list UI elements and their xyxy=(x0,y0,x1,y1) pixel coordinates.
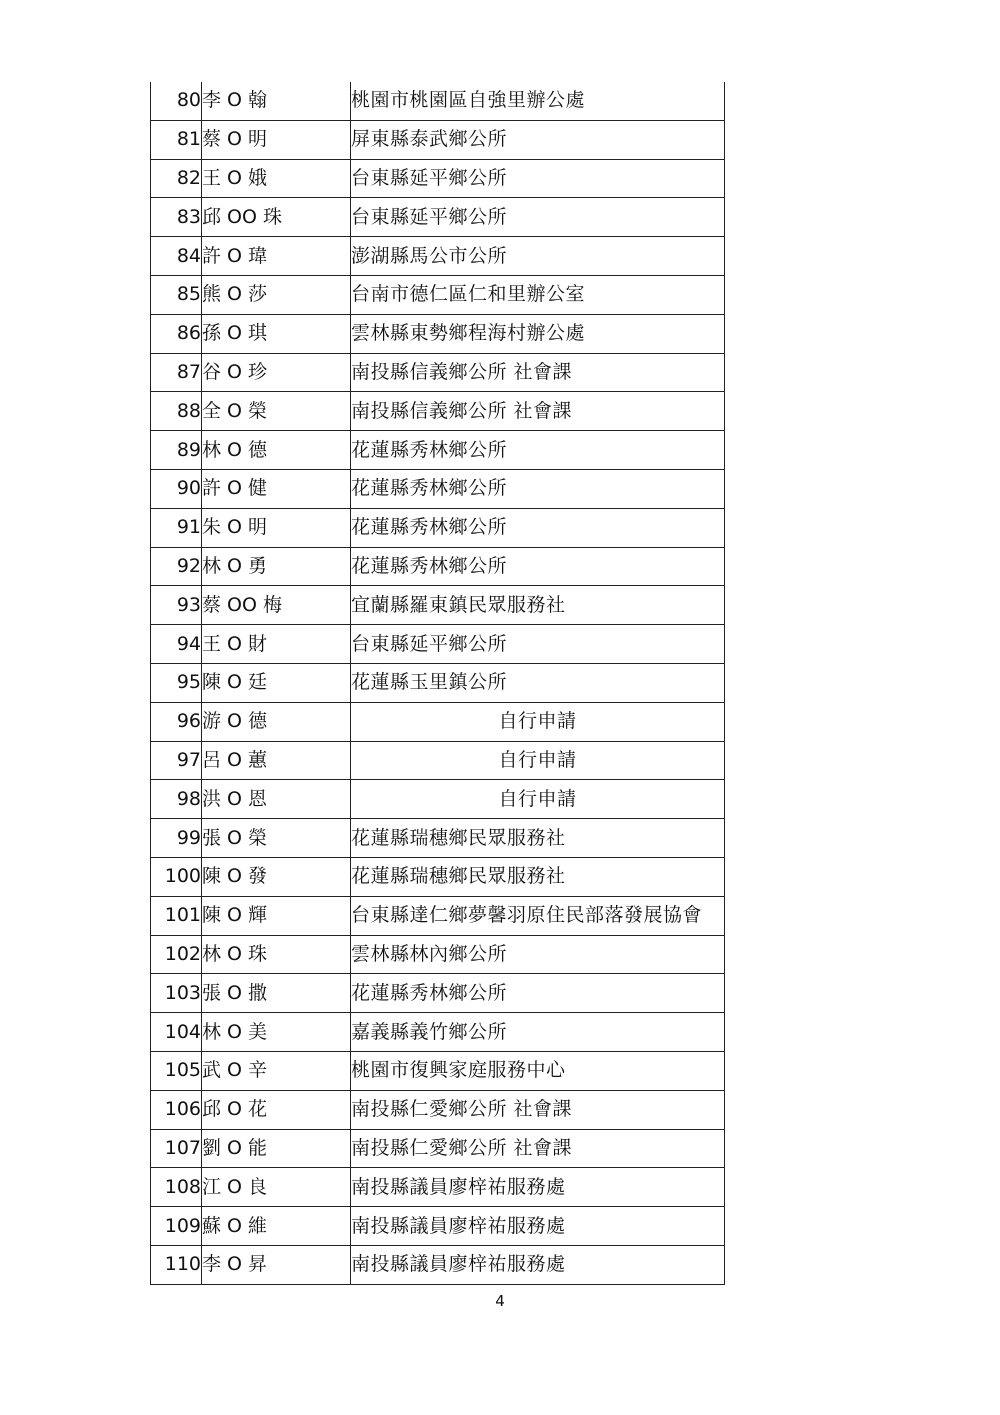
person-name: 蘇 O 維 xyxy=(202,1207,351,1246)
roster-body xyxy=(151,82,725,1284)
person-name: 孫 O 琪 xyxy=(202,314,351,353)
referring-organization: 自行申請 xyxy=(351,780,725,819)
person-name: 游 O 德 xyxy=(202,702,351,741)
row-number: 83 xyxy=(151,198,202,237)
person-name: 許 O 健 xyxy=(202,469,351,508)
person-name: 陳 O 發 xyxy=(202,857,351,896)
person-name: 林 O 德 xyxy=(202,431,351,470)
table-row xyxy=(151,392,725,431)
table-row xyxy=(151,663,725,702)
person-name: 李 O 昇 xyxy=(202,1245,351,1284)
referring-organization: 南投縣議員廖梓祐服務處 xyxy=(351,1207,725,1246)
row-number: 92 xyxy=(151,547,202,586)
referring-organization: 台東縣延平鄉公所 xyxy=(351,625,725,664)
row-number: 88 xyxy=(151,392,202,431)
table-row xyxy=(151,1129,725,1168)
referring-organization: 南投縣仁愛鄉公所 社會課 xyxy=(351,1129,725,1168)
row-number: 95 xyxy=(151,663,202,702)
referring-organization: 自行申請 xyxy=(351,702,725,741)
table-row xyxy=(151,1090,725,1129)
table-row xyxy=(151,780,725,819)
row-number: 106 xyxy=(151,1090,202,1129)
referring-organization: 花蓮縣秀林鄉公所 xyxy=(351,547,725,586)
referring-organization: 澎湖縣馬公市公所 xyxy=(351,237,725,276)
table-row xyxy=(151,237,725,276)
page-number: 4 xyxy=(495,1292,505,1310)
table-row xyxy=(151,625,725,664)
person-name: 張 O 撒 xyxy=(202,974,351,1013)
table-row xyxy=(151,857,725,896)
table-row xyxy=(151,586,725,625)
referring-organization: 台東縣延平鄉公所 xyxy=(351,159,725,198)
person-name: 林 O 勇 xyxy=(202,547,351,586)
person-name: 陳 O 輝 xyxy=(202,896,351,935)
person-name: 張 O 榮 xyxy=(202,819,351,858)
row-number: 98 xyxy=(151,780,202,819)
row-number: 86 xyxy=(151,314,202,353)
table-row xyxy=(151,1168,725,1207)
referring-organization: 雲林縣東勢鄉程海村辦公處 xyxy=(351,314,725,353)
person-name: 朱 O 明 xyxy=(202,508,351,547)
row-number: 105 xyxy=(151,1051,202,1090)
table-row xyxy=(151,547,725,586)
table-row xyxy=(151,159,725,198)
row-number: 91 xyxy=(151,508,202,547)
person-name: 熊 O 莎 xyxy=(202,275,351,314)
referring-organization: 南投縣議員廖梓祐服務處 xyxy=(351,1168,725,1207)
referring-organization: 南投縣信義鄉公所 社會課 xyxy=(351,353,725,392)
person-name: 邱 O 花 xyxy=(202,1090,351,1129)
row-number: 87 xyxy=(151,353,202,392)
table-row xyxy=(151,314,725,353)
table-row xyxy=(151,1013,725,1052)
row-number: 94 xyxy=(151,625,202,664)
referring-organization: 雲林縣林內鄉公所 xyxy=(351,935,725,974)
referring-organization: 南投縣仁愛鄉公所 社會課 xyxy=(351,1090,725,1129)
row-number: 100 xyxy=(151,857,202,896)
row-number: 80 xyxy=(151,82,202,120)
referring-organization: 花蓮縣玉里鎮公所 xyxy=(351,663,725,702)
person-name: 蔡 O 明 xyxy=(202,120,351,159)
row-number: 81 xyxy=(151,120,202,159)
row-number: 101 xyxy=(151,896,202,935)
row-number: 110 xyxy=(151,1245,202,1284)
table-row xyxy=(151,1245,725,1284)
referring-organization: 宜蘭縣羅東鎮民眾服務社 xyxy=(351,586,725,625)
person-name: 邱 OO 珠 xyxy=(202,198,351,237)
person-name: 全 O 榮 xyxy=(202,392,351,431)
person-name: 劉 O 能 xyxy=(202,1129,351,1168)
referring-organization: 花蓮縣瑞穗鄉民眾服務社 xyxy=(351,857,725,896)
referring-organization: 台東縣達仁鄉夢馨羽原住民部落發展協會 xyxy=(351,896,725,935)
person-name: 武 O 辛 xyxy=(202,1051,351,1090)
referring-organization: 嘉義縣義竹鄉公所 xyxy=(351,1013,725,1052)
referring-organization: 台南市德仁區仁和里辦公室 xyxy=(351,275,725,314)
row-number: 109 xyxy=(151,1207,202,1246)
person-name: 王 O 財 xyxy=(202,625,351,664)
row-number: 97 xyxy=(151,741,202,780)
referring-organization: 花蓮縣秀林鄉公所 xyxy=(351,469,725,508)
row-number: 104 xyxy=(151,1013,202,1052)
row-number: 99 xyxy=(151,819,202,858)
table-row xyxy=(151,741,725,780)
row-number: 93 xyxy=(151,586,202,625)
table-row xyxy=(151,974,725,1013)
person-name: 蔡 OO 梅 xyxy=(202,586,351,625)
row-number: 107 xyxy=(151,1129,202,1168)
table-row xyxy=(151,353,725,392)
roster-table xyxy=(150,82,725,1285)
referring-organization: 南投縣信義鄉公所 社會課 xyxy=(351,392,725,431)
referring-organization: 南投縣議員廖梓祐服務處 xyxy=(351,1245,725,1284)
table-row xyxy=(151,508,725,547)
table-row xyxy=(151,702,725,741)
referring-organization: 桃園市復興家庭服務中心 xyxy=(351,1051,725,1090)
referring-organization: 花蓮縣秀林鄉公所 xyxy=(351,508,725,547)
row-number: 108 xyxy=(151,1168,202,1207)
referring-organization: 花蓮縣秀林鄉公所 xyxy=(351,974,725,1013)
row-number: 89 xyxy=(151,431,202,470)
table-row xyxy=(151,431,725,470)
row-number: 103 xyxy=(151,974,202,1013)
referring-organization: 花蓮縣瑞穗鄉民眾服務社 xyxy=(351,819,725,858)
referring-organization: 屏東縣泰武鄉公所 xyxy=(351,120,725,159)
table-row xyxy=(151,82,725,120)
person-name: 林 O 珠 xyxy=(202,935,351,974)
table-row xyxy=(151,198,725,237)
row-number: 96 xyxy=(151,702,202,741)
referring-organization: 花蓮縣秀林鄉公所 xyxy=(351,431,725,470)
table-row xyxy=(151,896,725,935)
row-number: 90 xyxy=(151,469,202,508)
table-row xyxy=(151,469,725,508)
row-number: 82 xyxy=(151,159,202,198)
person-name: 李 O 翰 xyxy=(202,82,351,120)
person-name: 陳 O 廷 xyxy=(202,663,351,702)
referring-organization: 台東縣延平鄉公所 xyxy=(351,198,725,237)
person-name: 許 O 瑋 xyxy=(202,237,351,276)
person-name: 呂 O 蕙 xyxy=(202,741,351,780)
table-row xyxy=(151,935,725,974)
table-row xyxy=(151,120,725,159)
table-row xyxy=(151,275,725,314)
person-name: 王 O 娥 xyxy=(202,159,351,198)
table-row xyxy=(151,819,725,858)
person-name: 林 O 美 xyxy=(202,1013,351,1052)
table-row xyxy=(151,1051,725,1090)
table-row xyxy=(151,1207,725,1246)
referring-organization: 桃園市桃園區自強里辦公處 xyxy=(351,82,725,120)
referring-organization: 自行申請 xyxy=(351,741,725,780)
person-name: 洪 O 恩 xyxy=(202,780,351,819)
person-name: 江 O 良 xyxy=(202,1168,351,1207)
row-number: 84 xyxy=(151,237,202,276)
row-number: 102 xyxy=(151,935,202,974)
row-number: 85 xyxy=(151,275,202,314)
person-name: 谷 O 珍 xyxy=(202,353,351,392)
